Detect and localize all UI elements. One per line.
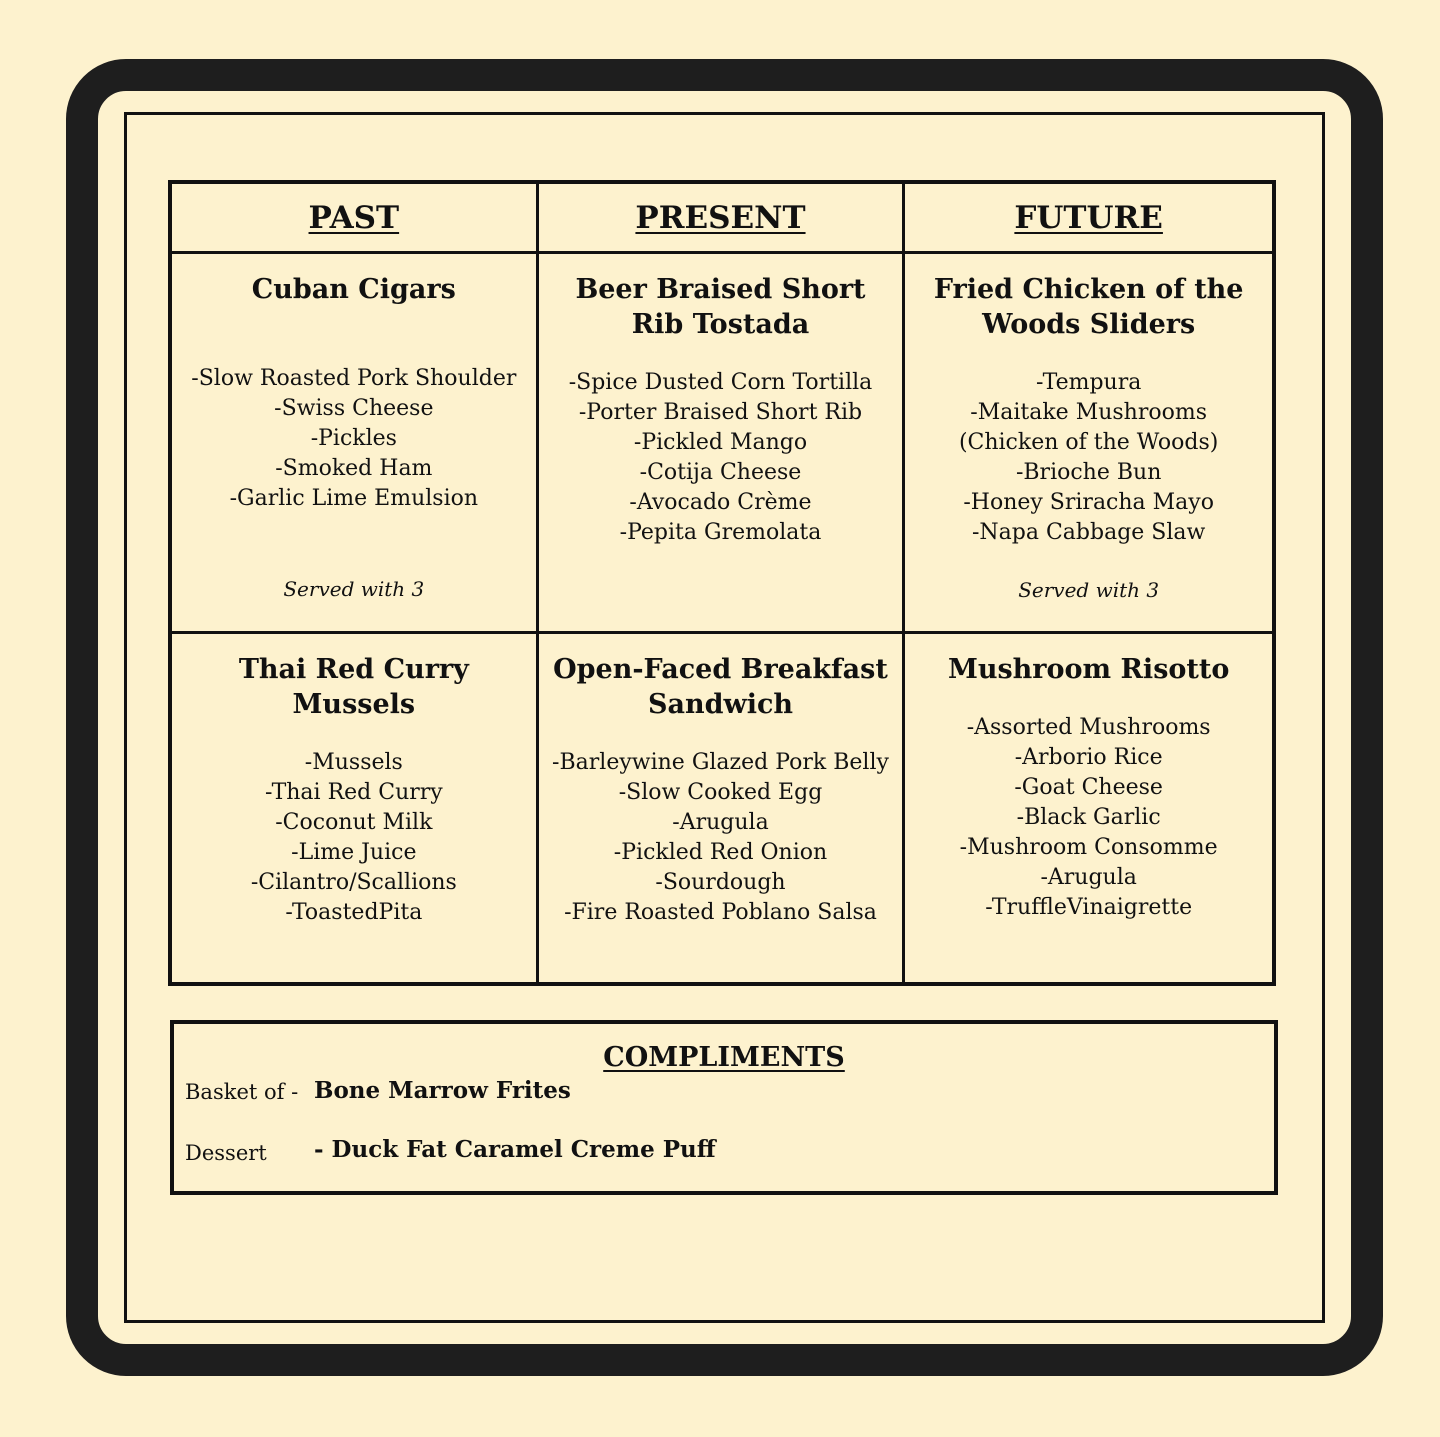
ingredient-item: -Barleywine Glazed Pork Belly	[552, 750, 889, 775]
dish-cell-future-2	[905, 634, 1272, 982]
ingredient-list	[905, 368, 1272, 548]
ingredient-item: -Sourdough	[655, 870, 786, 895]
ingredient-item: -Black Garlic	[1016, 805, 1161, 830]
serving-note: Served with 3	[283, 577, 425, 601]
ingredient-item: -Thai Red Curry	[264, 780, 443, 805]
ingredient-item: -Coconut Milk	[275, 810, 433, 835]
dish-title: Beer Braised Short Rib Tostada	[575, 274, 866, 340]
dish-title: Cuban Cigars	[251, 274, 456, 305]
dish-title: Mushroom Risotto	[947, 654, 1230, 685]
compliments-box	[170, 1020, 1278, 1195]
column-header-present	[539, 184, 906, 254]
ingredient-item: -Mussels	[304, 750, 403, 775]
basket-label: Basket of -	[185, 1080, 299, 1104]
ingredient-item: -Cotija Cheese	[639, 460, 802, 485]
column-header-past-label: PAST	[308, 199, 400, 236]
dessert-label: Dessert	[185, 1141, 267, 1165]
menu-table	[168, 180, 1276, 986]
dish-cell-future-1	[905, 254, 1272, 634]
ingredient-item: -Arborio Rice	[1014, 745, 1163, 770]
compliments-title: COMPLIMENTS	[603, 1042, 845, 1073]
ingredient-item: -Fire Roasted Poblano Salsa	[564, 900, 877, 925]
ingredient-item: -ToastedPita	[285, 900, 423, 925]
column-header-future-label: FUTURE	[1014, 199, 1163, 236]
dish-title: Open-Faced Breakfast Sandwich	[553, 654, 888, 720]
ingredient-item: -Assorted Mushrooms	[966, 715, 1211, 740]
ingredient-item: -Brioche Bun	[1015, 460, 1162, 485]
ingredient-item: -Cilantro/Scallions	[250, 870, 457, 895]
dessert-item: - Duck Fat Caramel Creme Puff	[314, 1136, 716, 1163]
ingredient-item: -Honey Sriracha Mayo	[963, 490, 1214, 515]
ingredient-item: -TruffleVinaigrette	[985, 895, 1193, 920]
ingredient-item: -Slow Cooked Egg	[618, 780, 823, 805]
dish-cell-present-2	[539, 634, 906, 982]
ingredient-item: -Maitake Mushrooms	[970, 400, 1208, 425]
ingredient-list	[539, 368, 903, 548]
dish-title: Fried Chicken of the Woods Sliders	[933, 274, 1244, 340]
dish-cell-past-1	[172, 254, 539, 634]
serving-note: Served with 3	[1018, 578, 1160, 602]
dish-title: Thai Red Curry Mussels	[238, 654, 469, 720]
ingredient-item: -Avocado Crème	[629, 490, 812, 515]
basket-item: Bone Marrow Frites	[314, 1077, 571, 1104]
ingredient-item: -Napa Cabbage Slaw	[971, 520, 1206, 545]
ingredient-item: -Pickled Mango	[633, 430, 808, 455]
ingredient-list	[539, 748, 903, 928]
dish-cell-present-1	[539, 254, 906, 634]
ingredient-item: -Tempura	[1035, 370, 1142, 395]
column-header-present-label: PRESENT	[635, 199, 806, 236]
ingredient-item: -Arugula	[672, 810, 769, 835]
ingredient-item: -Garlic Lime Emulsion	[229, 486, 479, 511]
ingredient-item: -Slow Roasted Pork Shoulder	[191, 366, 517, 391]
ingredient-item: -Goat Cheese	[1014, 775, 1163, 800]
column-header-past	[172, 184, 539, 254]
ingredient-item: -Pepita Gremolata	[619, 520, 822, 545]
ingredient-list	[905, 713, 1272, 923]
ingredient-item: -Smoked Ham	[275, 456, 433, 481]
ingredient-item: (Chicken of the Woods)	[958, 430, 1219, 455]
ingredient-list	[172, 748, 536, 928]
ingredient-list	[172, 364, 536, 514]
ingredient-item: -Swiss Cheese	[274, 396, 434, 421]
ingredient-item: -Mushroom Consomme	[959, 835, 1218, 860]
ingredient-item: -Pickles	[310, 426, 397, 451]
ingredient-item: -Pickled Red Onion	[613, 840, 828, 865]
ingredient-item: -Arugula	[1040, 865, 1137, 890]
ingredient-item: -Spice Dusted Corn Tortilla	[568, 370, 873, 395]
ingredient-item: -Lime Juice	[291, 840, 417, 865]
column-header-future	[905, 184, 1272, 254]
ingredient-item: -Porter Braised Short Rib	[578, 400, 863, 425]
dish-cell-past-2	[172, 634, 539, 982]
